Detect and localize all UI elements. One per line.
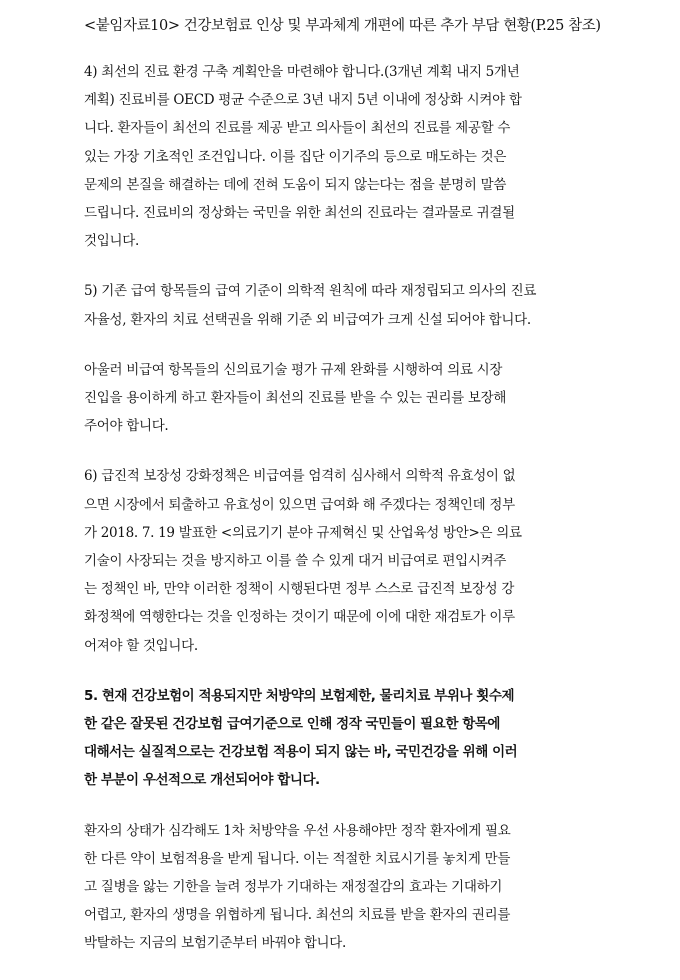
- text-line: 한 다른 약이 보험적용을 받게 됩니다. 이는 적절한 치료시기를 놓치게 만들: [84, 850, 511, 867]
- paragraph-item-4: [84, 58, 604, 255]
- paragraph-item-6: [84, 462, 604, 659]
- text-line: 드립니다. 진료비의 정상화는 국민을 위한 최선의 진료라는 결과물로 귀결될: [84, 205, 515, 222]
- text-line: 계획) 진료비를 OECD 평균 수준으로 3년 내지 5년 이내에 정상화 시켜야 합: [84, 92, 522, 109]
- text-line: 4) 최선의 진료 환경 구축 계획안을 마련해야 합니다.(3개년 계획 내지 5개년: [84, 64, 520, 80]
- text-line: 박탈하는 지금의 보험기준부터 바꿔야 합니다.: [84, 935, 347, 952]
- text-line: 으면 시장에서 퇴출하고 유효성이 있으면 급여화 해 주겠다는 정책인데 정부: [84, 496, 515, 513]
- paragraph-explanation: [84, 817, 604, 958]
- text-line: 5) 기존 급여 항목들의 급여 기준이 의학적 원칙에 따라 재정립되고 의사의 진료: [84, 283, 537, 300]
- text-line: 5. 현재 건강보험이 적용되지만 처방약의 보험제한, 물리치료 부위나 횟수제: [84, 687, 515, 704]
- text-line: 한 부분이 우선적으로 개선되어야 합니다.: [84, 772, 320, 789]
- text-line: 어져야 할 것입니다.: [84, 637, 198, 654]
- paragraph-item-5-continued: [84, 356, 604, 441]
- text-line: 는 정책인 바, 만약 이러한 정책이 시행된다면 정부 스스로 급진적 보장성 강: [84, 581, 515, 598]
- text-line: 아울러 비급여 항목들의 신의료기술 평가 규제 완화를 시행하여 의료 시장: [84, 361, 503, 378]
- text-line: 한 같은 잘못된 건강보험 급여기준으로 인해 정작 국민들이 필요한 항목에: [84, 716, 500, 733]
- text-line: 주어야 합니다.: [84, 418, 169, 435]
- section-heading-5: [84, 682, 604, 795]
- paragraph-item-5: [84, 277, 604, 333]
- text-line: 있는 가장 기초적인 조건입니다. 이를 집단 이기주의 등으로 매도하는 것은: [84, 148, 507, 165]
- document-page: [84, 14, 604, 980]
- text-line: 가 2018. 7. 19 발표한 <의료기기 분야 규제혁신 및 산업육성 방안>은 의료: [84, 524, 522, 541]
- text-line: 것입니다.: [84, 233, 139, 250]
- text-line: 자율성, 환자의 치료 선택권을 위해 기준 외 비급여가 크게 신설 되어야 합니다.: [84, 311, 531, 328]
- text-line: 화정책에 역행한다는 것을 인정하는 것이기 때문에 이에 대한 재검토가 이루: [84, 609, 515, 626]
- text-line: 대해서는 실질적으로는 건강보험 적용이 되지 않는 바, 국민건강을 위해 이러: [84, 744, 518, 761]
- text-line: 고 질병을 앓는 기한을 늘려 정부가 기대하는 재정절감의 효과는 기대하기: [84, 879, 503, 896]
- text-line: 어렵고, 환자의 생명을 위협하게 됩니다. 최선의 치료를 받을 환자의 권리를: [84, 907, 511, 924]
- text-line: 니다. 환자들이 최선의 진료를 제공 받고 의사들이 최선의 진료를 제공할 수: [84, 120, 511, 137]
- text-line: 기술이 사장되는 것을 방지하고 이를 쓸 수 있게 대거 비급여로 편입시켜주: [84, 553, 507, 570]
- text-line: 6) 급진적 보장성 강화정책은 비급여를 엄격히 심사해서 의학적 유효성이 없: [84, 468, 516, 485]
- attachment-header: <붙임자료10> 건강보험료 인상 및 부과체계 개편에 따른 추가 부담 현황(P.25 참조): [84, 18, 601, 34]
- text-line: 진입을 용이하게 하고 환자들이 최선의 진료를 받을 수 있는 권리를 보장해: [84, 390, 507, 407]
- text-line: 환자의 상태가 심각해도 1차 처방약을 우선 사용해야만 정작 환자에게 필요: [84, 822, 511, 839]
- text-line: 문제의 본질을 해결하는 데에 전혀 도움이 되지 않는다는 점을 분명히 말씀: [84, 176, 507, 193]
